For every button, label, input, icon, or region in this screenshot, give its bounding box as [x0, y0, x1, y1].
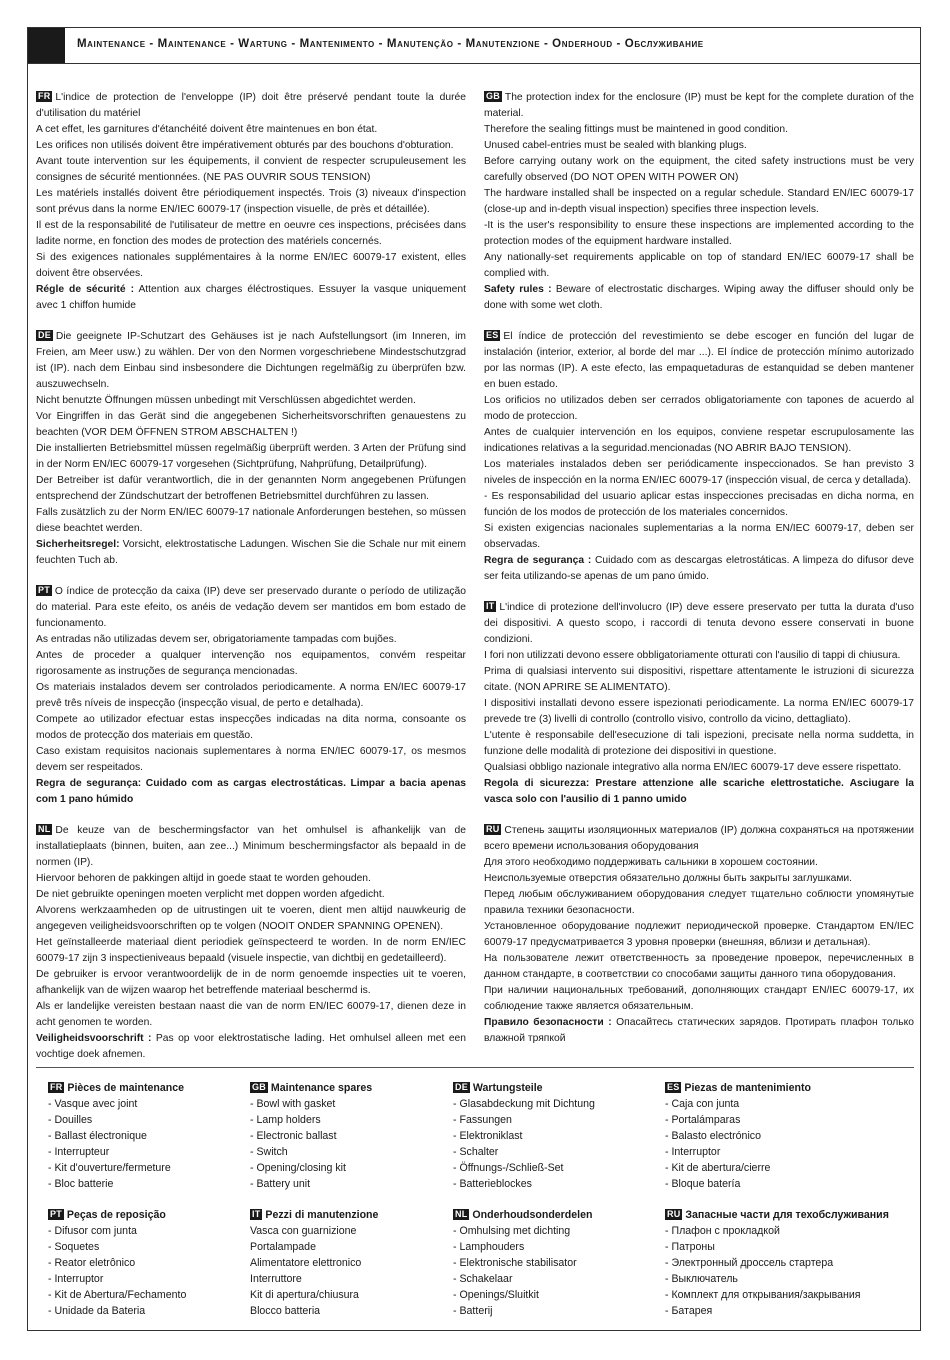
paragraph: L'utente è responsabile dell'esecuzione di tali ispezioni, precisate nella norma suddetta, in funzione delle modalità di protezione dei dispositivi in questione.	[484, 730, 914, 757]
spare-item: - Unidade da Bateria	[48, 1305, 146, 1317]
paragraph-first	[484, 329, 914, 393]
paragraph-text: L'indice de protection de l'enveloppe (IP) doit être préservé pendant toute la durée d'utilisation du matériel	[36, 92, 466, 119]
language-flag: RU	[667, 1209, 681, 1219]
paragraph: Los materiales instalados deben ser periódicamente inspeccionados. Se han previsto 3 niveles de inspección en la norma EN/IEC 60079-17 (inspección visual, de cerca y detallada).	[484, 459, 914, 486]
paragraph: Si existen exigencias nacionales suplementarias a la norma EN/IEC 60079-17, deben ser observadas.	[484, 523, 914, 550]
paragraph-first	[36, 329, 466, 393]
paragraph: As entradas não utilizadas devem ser, obrigatoriamente tampadas com bujões.	[36, 634, 397, 645]
paragraph: Caso existam requisitos nacionais suplementares à norma EN/IEC 60079-17, os mesmos devem ser respeitados.	[36, 746, 466, 773]
safety-rule	[484, 553, 914, 585]
spare-title	[453, 1207, 653, 1223]
spare-item: Alimentatore elettronico	[250, 1257, 362, 1269]
spare-item: - Schalter	[453, 1146, 499, 1158]
safety-rule-text: Attention aux charges éléctrostiques. Essuyer la vasque uniquement avec 1 chiffon humide	[36, 284, 466, 311]
spare-item: - Difusor com junta	[48, 1225, 137, 1237]
spare-item: - Balasto electrónico	[665, 1130, 761, 1142]
spare-item: - Патроны	[665, 1241, 715, 1253]
safety-rule	[484, 776, 914, 808]
spare-item: - Electronic ballast	[250, 1130, 337, 1142]
spare-item: - Switch	[250, 1146, 288, 1158]
paragraph: - Es responsabilidad del usuario aplicar estas inspecciones precisadas en dicha norma, en función de los modos de protección de los materiales concernidos.	[484, 491, 914, 518]
header-black-block	[28, 28, 65, 63]
section-it	[484, 600, 914, 808]
spare-item: - Lamp holders	[250, 1114, 321, 1126]
spare-item: - Glasabdeckung mit Dichtung	[453, 1098, 595, 1110]
spare-item: - Батарея	[665, 1305, 713, 1317]
spare-item: Vasca con guarnizione	[250, 1225, 357, 1237]
paragraph: Prima di qualsiasi intervento sui dispositivi, rispettare attentamente le istruzioni di sicurezza citate. (NON APRIRE SE ALIMENTATO).	[484, 666, 914, 693]
language-flag-it: IT	[486, 601, 495, 611]
paragraph-first	[484, 600, 914, 648]
safety-rule-text: Cuidado com as descargas eletrostáticas. A limpeza do difusor deve ser feita utilizando-se apenas de um pano úmido.	[484, 555, 914, 582]
spare-item: - Portalámparas	[665, 1114, 741, 1126]
paragraph-text: El índice de protección del revestimiento se debe escoger en función del lugar de instalación (interior, exterior, al borde del mar ...). El índice de protección mínimo autorizado por las normas (IP). A este efecto, las empaquetaduras de estanquidad se deben mantener en buen estado.	[484, 331, 914, 390]
section-pt	[36, 584, 466, 808]
spare-item: - Kit de abertura/cierre	[665, 1162, 771, 1174]
spare-title-text: Peças de reposição	[66, 1209, 166, 1221]
page-title: Maintenance - Maintenance - Wartung - Mantenimento - Manutenção - Manutenzione - Onderhoud - Обслуживание	[77, 38, 704, 50]
paragraph: Qualsiasi obbligo nazionale integrativo alla norma EN/IEC 60079-17 deve essere rispettato.	[484, 762, 902, 773]
spare-title	[48, 1080, 248, 1096]
paragraph: Therefore the sealing fittings must be maintened in good condition.	[484, 124, 788, 135]
spare-item: - Плафон с прокладкой	[665, 1225, 780, 1237]
language-flag-pt: PT	[38, 585, 50, 595]
paragraph: De niet gebruikte openingen moeten verplicht met doppen worden afgedicht.	[36, 889, 385, 900]
safety-rule	[36, 776, 466, 808]
safety-rule-label: Régle de sécurité :	[36, 284, 134, 295]
section-es	[484, 329, 914, 585]
section-ru	[484, 823, 914, 1047]
spares-es	[665, 1080, 865, 1192]
spare-item: - Bowl with gasket	[250, 1098, 336, 1110]
spares-it	[250, 1207, 450, 1319]
spares-nl	[453, 1207, 653, 1319]
spare-item: - Opening/closing kit	[250, 1162, 346, 1174]
safety-rule-text: Vorsicht, elektrostatische Ladungen. Wischen Sie die Schale nur mit einem feuchten Tuch ab.	[36, 539, 466, 566]
spare-item: - Vasque avec joint	[48, 1098, 138, 1110]
paragraph: Перед любым обслуживанием оборудования следует тщательно соблюсти упомянутые правила техники безопасности.	[484, 889, 914, 916]
spare-item: - Ballast électronique	[48, 1130, 147, 1142]
spare-item: - Elektroniklast	[453, 1130, 523, 1142]
divider	[36, 1067, 914, 1068]
spare-item: - Выключатель	[665, 1273, 738, 1285]
paragraph: Si des exigences nationales supplémentaires à la norme EN/IEC 60079-17 existent, elles doivent être observées.	[36, 252, 466, 279]
paragraph: Het geïnstalleerde materiaal dient periodiek geïnspecteerd te worden. In de norm EN/IEC 60079-17 zijn 3 inspectieniveaus bepaald (visuele inspectie, van dichtbij en gedetailleerd).	[36, 937, 466, 964]
paragraph: I fori non utilizzati devono essere obbligatoriamente otturati con l'ausilio di tappi di chiusura.	[484, 650, 901, 661]
safety-rule-label: Regra de segurança: Cuidado com as cargas electrostáticas. Limpar a bacia apenas com 1 pano húmido	[36, 778, 466, 805]
paragraph: Hiervoor behoren de pakkingen altijd in goede staat te worden gehouden.	[36, 873, 371, 884]
paragraph: Antes de proceder a qualquer intervenção nos equipamentos, convém respeitar rigorosamente as instruções de segurança mencionadas.	[36, 650, 466, 677]
section-nl	[36, 823, 466, 1063]
spare-item: - Fassungen	[453, 1114, 512, 1126]
spare-item: - Электронный дроссель стартера	[665, 1257, 834, 1269]
spare-title	[48, 1207, 248, 1223]
paragraph: Antes de cualquier intervención en los equipos, conviene respetar escrupulosamente las indicationes relativas a la seguridad.mencionadas (NO ABRIR BAJO TENSION).	[484, 427, 914, 454]
paragraph: Vor Eingriffen in das Gerät sind die angegebenen Sicherheitsvorschriften genauestens zu beachten (VOR DEM ÖFFNEN STROM ABSCHALTEN !)	[36, 411, 466, 438]
spare-item: - Kit d'ouverture/fermeture	[48, 1162, 171, 1174]
paragraph-text: Die geeignete IP-Schutzart des Gehäuses ist je nach Aufstellungsort (im Inneren, im Freien, am Meer usw.) zu wählen. Der von den Normen vorgeschriebene Mindestschutzgrad ist (IP). nach dem Einbau sind insbesondere die Dichtungen regelmäßig zu überprüfen bzw. auszuwechseln.	[36, 331, 466, 390]
paragraph: Les orifices non utilisés doivent être impérativement obturés par des bouchons d'obturation.	[36, 140, 454, 151]
spare-item: - Interruptor	[48, 1273, 104, 1285]
safety-rule-label: Safety rules :	[484, 284, 552, 295]
spare-title	[250, 1207, 450, 1223]
section-gb	[484, 90, 914, 314]
spare-item: Blocco batteria	[250, 1305, 321, 1317]
spares-de	[453, 1080, 653, 1192]
language-flag: DE	[455, 1082, 468, 1092]
safety-rule	[484, 1015, 914, 1047]
safety-rule-label: Veiligheidsvoorschrift :	[36, 1033, 152, 1044]
language-flag-gb: GB	[486, 91, 500, 101]
right-column	[484, 90, 914, 1062]
paragraph: Les matériels installés doivent être périodiquement inspectés. Trois (3) niveaux d'inspection sont prévus dans la norme EN/IEC 60079-17 (inspection visuelle, de près et détaillée).	[36, 188, 466, 215]
spare-item: - Öffnungs-/Schließ-Set	[453, 1162, 564, 1174]
safety-rule	[36, 1031, 466, 1063]
paragraph: Il est de la responsabilité de l'utilisateur de mettre en oeuvre ces inspections, précisées dans ladite norme, en fonction des modes de protection des matériels concernés.	[36, 220, 466, 247]
spares-ru	[665, 1207, 889, 1319]
spare-item: Portalampade	[250, 1241, 316, 1253]
language-flag: GB	[252, 1082, 266, 1092]
spare-item: - Soquetes	[48, 1241, 100, 1253]
spares-pt	[48, 1207, 248, 1319]
spare-item: Interruttore	[250, 1273, 302, 1285]
safety-rule-text: Опасайтесь статических зарядов. Протирать плафон только влажной тряпкой	[484, 1017, 914, 1044]
paragraph-text: Степень защиты изоляционных материалов (IP) должна сохраняться на протяжении всего времени использования оборудования	[484, 825, 914, 852]
spare-title-text: Pezzi di manutenzione	[265, 1209, 379, 1221]
paragraph-first	[484, 823, 914, 855]
paragraph: На пользователе лежит ответственность за проведение проверок, перечисленных в данном стандарте, в соответствии со способами защиты данного типа оборудования.	[484, 953, 914, 980]
paragraph-text: De keuze van de beschermingsfactor van het omhulsel is afhankelijk van de installatieplaats (binnen, buiten, aan zee...) Minimum beschermingsfactor als bepaald in de normen (IP).	[36, 825, 466, 868]
paragraph: Os materiais instalados devem ser controlados periodicamente. A norma EN/IEC 60079-17 prevê três níveis de inspecção (inspecção visual, de perto e detalhada).	[36, 682, 466, 709]
language-flag-fr: FR	[38, 91, 51, 101]
paragraph: Compete ao utilizador efectuar estas inspecções indicadas na dita norma, consoante os modos de protecção dos materiais em questão.	[36, 714, 466, 741]
spare-item: - Kit de Abertura/Fechamento	[48, 1289, 187, 1301]
paragraph: При наличии национальных требований, дополняющих стандарт EN/IEC 60079-17, их соблюдение также является обязательным.	[484, 985, 914, 1012]
spare-item: - Omhulsing met dichting	[453, 1225, 571, 1237]
left-column	[36, 90, 466, 1078]
paragraph: Any nationally-set requirements applicable on top of standard EN/IEC 60079-17 shall be complied with.	[484, 252, 914, 279]
paragraph: Falls zusätzlich zu der Norm EN/IEC 60079-17 nationale Anforderungen bestehen, so müssen diese beachtet werden.	[36, 507, 466, 534]
spare-title-text: Onderhoudsonderdelen	[472, 1209, 593, 1221]
spare-item: - Interrupteur	[48, 1146, 110, 1158]
paragraph: Nicht benutzte Öffnungen müssen unbedingt mit Verschlüssen abgedichtet werden.	[36, 395, 416, 406]
paragraph-first	[36, 584, 466, 632]
paragraph-text: O índice de protecção da caixa (IP) deve ser preservado durante o período de utilização do material. Para este efeito, os anéis de vedação devem ser mantidos em bom estado de funcionamento.	[36, 586, 466, 629]
language-flag-ru: RU	[486, 824, 500, 834]
language-flag-de: DE	[38, 330, 51, 340]
spare-title-text: Pièces de maintenance	[67, 1082, 184, 1094]
spare-title	[665, 1080, 865, 1096]
paragraph: Установленное оборудование подлежит периодической проверке. Стандартом EN/IEC 60079-17 предусматривается 3 уровня проверки (внешняя, вблизи и детальная).	[484, 921, 914, 948]
spare-item: - Reator eletrônico	[48, 1257, 136, 1269]
paragraph-text: L'indice di protezione dell'involucro (IP) deve essere preservato per tutta la durata d'uso dei dispositivi. A questo scopo, i raccordi di tenuta devono essere conservati in buone condizioni.	[484, 602, 914, 645]
language-flag: PT	[50, 1209, 62, 1219]
spare-item: - Batterij	[453, 1305, 493, 1317]
paragraph: I dispositivi installati devono essere ispezionati periodicamente. La norma EN/IEC 60079-17 prevede tre (3) livelli di controllo (controllo visivo, controllo da vicino, dettagliato).	[484, 698, 914, 725]
spare-item: - Openings/Sluitkit	[453, 1289, 539, 1301]
spare-item: - Schakelaar	[453, 1273, 513, 1285]
paragraph: Der Betreiber ist dafür verantwortlich, die in der genannten Norm angegebenen Prüfungen entsprechend der Zündschutzart der betroffenen Betriebsmittel durchführen zu lassen.	[36, 475, 466, 502]
spares-gb	[250, 1080, 450, 1192]
paragraph-first	[36, 823, 466, 871]
paragraph-first	[36, 90, 466, 122]
language-flag: IT	[252, 1209, 261, 1219]
paragraph: Als er landelijke vereisten bestaan naast die van de norm EN/IEC 60079-17, dienen deze in acht genomen te worden.	[36, 1001, 466, 1028]
spare-item: - Battery unit	[250, 1178, 311, 1190]
spare-item: - Douilles	[48, 1114, 93, 1126]
safety-rule-label: Regra de segurança :	[484, 555, 592, 566]
paragraph-first	[484, 90, 914, 122]
paragraph: Before carrying outany work on the equipment, the cited safety instructions must be very carefully observed (DO NOT OPEN WITH POWER ON)	[484, 156, 914, 183]
language-flag: FR	[50, 1082, 63, 1092]
safety-rule	[36, 537, 466, 569]
spare-title-text: Запасные части для техобслуживания	[685, 1209, 889, 1221]
language-flag: NL	[455, 1209, 468, 1219]
spare-title	[453, 1080, 653, 1096]
paragraph: Unused cabel-entries must be sealed with blanking plugs.	[484, 140, 747, 151]
safety-rule-label: Regola di sicurezza: Prestare attenzione alle scariche elettrostatiche. Asciugare la vasca solo con l'ausilio di 1 panno umido	[484, 778, 914, 805]
paragraph: Неиспользуемые отверстия обязательно должны быть закрыты заглушками.	[484, 873, 853, 884]
language-flag-nl: NL	[38, 824, 51, 834]
spare-item: - Bloc batterie	[48, 1178, 114, 1190]
section-fr	[36, 90, 466, 314]
safety-rule	[36, 282, 466, 314]
spare-title	[665, 1207, 889, 1223]
safety-rule-text: Beware of electrostatic discharges. Wiping away the diffuser should only be done with some wet cloth.	[484, 284, 915, 311]
safety-rule-label: Sicherheitsregel:	[36, 539, 120, 550]
safety-rule-text: Pas op voor elektrostatische lading. Het omhulsel alleen met een vochtige doek afnemen.	[36, 1033, 466, 1060]
spare-item: - Bloque batería	[665, 1178, 741, 1190]
paragraph: Avant toute intervention sur les équipements, il convient de respecter scrupuleusement les consignes de sécurité mentionnées. (NE PAS OUVRIR SOUS TENSION)	[36, 156, 466, 183]
paragraph: Alvorens werkzaamheden op de uitrustingen uit te voeren, dient men altijd nauwkeurig de angegeven veiligheidsvoorschriften op te volgen (NOOIT ONDER SPANNING OPENEN).	[36, 905, 466, 932]
paragraph-text: The protection index for the enclosure (IP) must be kept for the complete duration of the material.	[484, 92, 914, 119]
paragraph: Los orificios no utilizados deben ser cerrados obligatoriamente con tapones de acuerdo al modo de proteccion.	[484, 395, 914, 422]
language-flag: ES	[667, 1082, 680, 1092]
paragraph: De gebruiker is ervoor verantwoordelijk de in de norm genoemde inspecties uit te voeren, afhankelijk van de wijzen waarop het betreffende materiaal beschermd is.	[36, 969, 466, 996]
spare-item: - Interruptor	[665, 1146, 721, 1158]
spare-item: - Batterieblockes	[453, 1178, 532, 1190]
spare-item: - Комплект для открывания/закрывания	[665, 1289, 861, 1301]
spare-title-text: Maintenance spares	[270, 1082, 373, 1094]
paragraph: -It is the user's responsibility to ensure these inspections are implemented according to the protection modes of the equipment hardware installed.	[484, 220, 914, 247]
paragraph: A cet effet, les garnitures d'étanchéité doivent être maintenues en bon état.	[36, 124, 378, 135]
spare-title-text: Piezas de mantenimiento	[684, 1082, 811, 1094]
safety-rule	[484, 282, 914, 314]
spare-title-text: Wartungsteile	[472, 1082, 543, 1094]
spare-item: - Caja con junta	[665, 1098, 740, 1110]
spares-fr	[48, 1080, 248, 1192]
page-header	[27, 27, 921, 64]
safety-rule-label: Правило безопасности :	[484, 1017, 612, 1028]
section-de	[36, 329, 466, 569]
language-flag-es: ES	[486, 330, 499, 340]
spare-item: Kit di apertura/chiusura	[250, 1289, 359, 1301]
spare-item: - Lamphouders	[453, 1241, 525, 1253]
paragraph: The hardware installed shall be inspected on a regular schedule. Standard EN/IEC 60079-17 (close-up and in-depth visual inspection) specifies three inspection levels.	[484, 188, 914, 215]
paragraph: Die installierten Betriebsmittel müssen regelmäßig überprüft werden. 3 Arten der Prüfung sind in der Norm EN/IEC 60079-17 vorgesehen (Sichtprüfung, Nahprüfung, Detailprüfung).	[36, 443, 466, 470]
spare-title	[250, 1080, 450, 1096]
paragraph: Для этого необходимо поддерживать сальники в хорошем состоянии.	[484, 857, 818, 868]
spare-item: - Elektronische stabilisator	[453, 1257, 577, 1269]
